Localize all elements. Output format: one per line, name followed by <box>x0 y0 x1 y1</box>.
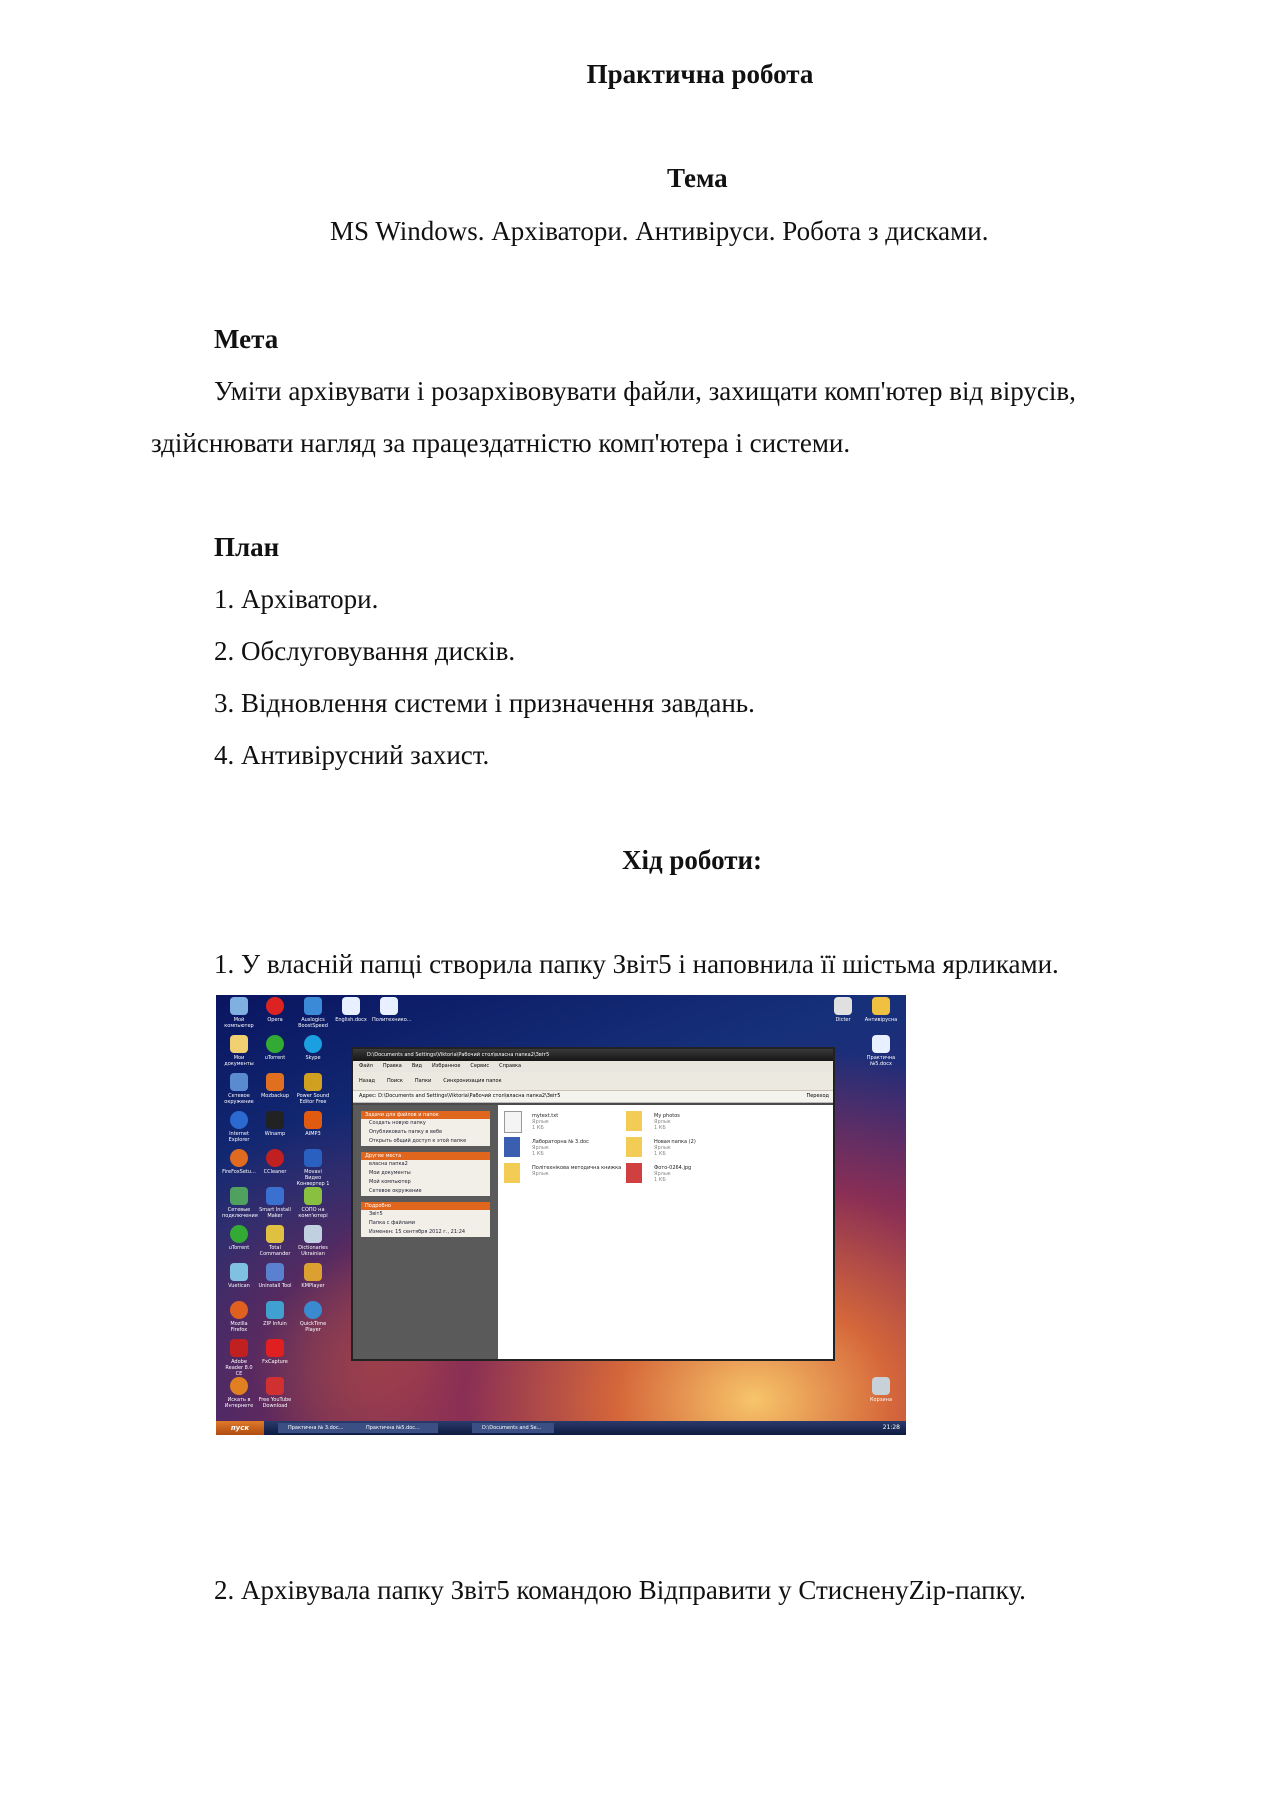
plan-item: 4. Антивірусний захист. <box>214 740 490 770</box>
desktop-icon: KMPlayer <box>296 1263 330 1289</box>
recycle-bin-icon: Корзина <box>864 1377 898 1403</box>
desktop-icon: Free YouTube Download <box>258 1377 292 1409</box>
start-button[interactable]: пуск <box>216 1421 264 1435</box>
folder-icon <box>504 1163 520 1183</box>
panel-header: Задачи для файлов и папок <box>361 1111 490 1119</box>
menu-item[interactable]: Вид <box>411 1063 422 1069</box>
clock: 21:28 <box>882 1424 900 1431</box>
desktop-icon: Auslogics BoostSpeed <box>296 997 330 1029</box>
desktop-icon: СОПО на комп'ютері <box>296 1187 330 1219</box>
places-panel <box>361 1152 490 1196</box>
search-button[interactable]: Поиск <box>387 1078 403 1084</box>
desktop-icon: Smart Install Maker <box>258 1187 292 1219</box>
address-label: Адрес: <box>359 1093 377 1099</box>
desktop-icon: CCleaner <box>258 1149 292 1175</box>
taskbar-item[interactable]: Практична №5.doc... <box>356 1423 438 1433</box>
desktop-icon: uTorrent <box>258 1035 292 1061</box>
desktop-icon: uTorrent <box>222 1225 256 1251</box>
task-pane <box>353 1105 498 1359</box>
taskbar-item[interactable]: Практична № 3.doc... <box>278 1423 360 1433</box>
desktop-icon: Политехнико... <box>372 997 406 1023</box>
image-file-icon <box>626 1163 642 1183</box>
step-1: 1. У власній папці створила папку Звіт5 і наповнила її шістьма ярликами. <box>214 949 1059 979</box>
task-link[interactable]: Создать новую папку <box>369 1120 426 1126</box>
folder-icon <box>626 1111 642 1131</box>
tasks-panel <box>361 1111 490 1146</box>
desktop-icon: Искать в Интернете <box>222 1377 256 1409</box>
goal-line-2: здійснювати нагляд за працездатністю комп'ютера і системи. <box>151 428 851 458</box>
window-menu <box>353 1061 833 1072</box>
desktop-icon: Movavi Видео Конвертер 1 <box>296 1149 330 1187</box>
desktop-icon: Internet Explorer <box>222 1111 256 1143</box>
text-file-icon <box>504 1111 522 1133</box>
folder-icon <box>626 1137 642 1157</box>
taskbar-item[interactable]: D:\Documents and Se... <box>472 1423 554 1433</box>
desktop-icon: Vuetican <box>222 1263 256 1289</box>
go-button[interactable]: Переход <box>806 1093 829 1099</box>
panel-header: Подробно <box>361 1202 490 1210</box>
progress-heading: Хід роботи: <box>622 845 763 875</box>
step-2: 2. Архівувала папку Звіт5 командою Відправити у СтисненуZip-папку. <box>214 1575 1026 1605</box>
place-link[interactable]: Мои документы <box>369 1170 411 1176</box>
folders-button[interactable]: Папки <box>414 1078 432 1084</box>
menu-item[interactable]: Избранное <box>432 1063 461 1069</box>
desktop-icon: Мой компьютер <box>222 997 256 1029</box>
place-link[interactable]: власна папка2 <box>369 1161 408 1167</box>
desktop-screenshot <box>216 995 906 1435</box>
desktop-icon: Сетевое окружение <box>222 1073 256 1105</box>
address-value: D:\Documents and Settings\Viktoria\Рабочий стол\власна папка2\Звіт5 <box>378 1093 561 1099</box>
desktop-icon: Uninstall Tool <box>258 1263 292 1289</box>
desktop-icon: English.docx <box>334 997 368 1023</box>
plan-item: 2. Обслуговування дисків. <box>214 636 516 666</box>
desktop-icon: Winamp <box>258 1111 292 1137</box>
desktop-icon: Mozilla Firefox <box>222 1301 256 1333</box>
desktop-icon: FxCapture <box>258 1339 292 1365</box>
desktop-icon: Сетевые подключения <box>222 1187 256 1219</box>
desktop-icon: AIMP3 <box>296 1111 330 1137</box>
back-button[interactable]: Назад <box>359 1078 376 1084</box>
desktop-icon: Opera <box>258 997 292 1023</box>
goal-line-1: Уміти архівувати і розархівовувати файли, захищати комп'ютер від вірусів, <box>214 376 1076 406</box>
desktop-icon: Adobe Reader 8.0 CE <box>222 1339 256 1377</box>
theme-text: MS Windows. Архіватори. Антивіруси. Робота з дисками. <box>330 216 989 246</box>
details-panel <box>361 1202 490 1237</box>
panel-header: Другие места <box>361 1152 490 1160</box>
word-doc-icon <box>504 1137 520 1157</box>
detail-line: Папка с файлами <box>369 1220 415 1226</box>
task-link[interactable]: Опубликовать папку в вебе <box>369 1129 443 1135</box>
window-title: D:\Documents and Settings\Viktoria\Рабочий стол\власна папка2\Звіт5 <box>353 1049 833 1061</box>
desktop-icon: Skype <box>296 1035 330 1061</box>
menu-item[interactable]: Сервис <box>470 1063 490 1069</box>
desktop-icon: Dictionaries Ukrainian <box>296 1225 330 1257</box>
menu-item[interactable]: Файл <box>359 1063 373 1069</box>
goal-heading: Мета <box>214 324 279 354</box>
desktop-icon: Мои документы <box>222 1035 256 1067</box>
desktop-icon: Mozbackup <box>258 1073 292 1099</box>
desktop-icon: QuickTime Player <box>296 1301 330 1333</box>
desktop-icon: FireFoxSetu... <box>222 1149 256 1175</box>
desktop-icon: Power Sound Editor Free <box>296 1073 330 1105</box>
place-link[interactable]: Сетевое окружение <box>369 1188 422 1194</box>
plan-heading: План <box>214 532 280 562</box>
theme-heading: Тема <box>667 163 728 193</box>
plan-item: 1. Архіватори. <box>214 584 379 614</box>
explorer-window <box>351 1047 835 1361</box>
desktop-icon: Практична №5.docx <box>864 1035 898 1067</box>
place-link[interactable]: Мой компьютер <box>369 1179 411 1185</box>
menu-item[interactable]: Справка <box>499 1063 522 1069</box>
sync-button[interactable]: Синхронизация папок <box>443 1078 502 1084</box>
desktop-icon: ZIP Infuin <box>258 1301 292 1327</box>
plan-item: 3. Відновлення системи і призначення завдань. <box>214 688 755 718</box>
desktop-icon: Total Commander <box>258 1225 292 1257</box>
file-list: mytext.txt Ярлык 1 КБ My photos Ярлык 1 КБ Лабораторна № 3.doc Ярлык 1 КБ Новая папка (2) Ярлык 1 КБ Політехнікова методична книжка Ярлык Фото-0264.jpg Ярлык 1 КБ <box>498 1105 833 1359</box>
address-bar[interactable] <box>353 1091 833 1103</box>
detail-line: Звіт5 <box>369 1211 383 1217</box>
window-toolbar <box>353 1072 833 1091</box>
taskbar <box>216 1421 906 1435</box>
desktop-icon: Антивірусна <box>864 997 898 1023</box>
desktop-icon: Dicter <box>826 997 860 1023</box>
detail-line: Изменен: 15 сентября 2012 г., 21:24 <box>369 1229 466 1235</box>
page-title: Практична робота <box>586 59 814 89</box>
task-link[interactable]: Открыть общий доступ к этой папке <box>369 1138 467 1144</box>
menu-item[interactable]: Правка <box>382 1063 402 1069</box>
